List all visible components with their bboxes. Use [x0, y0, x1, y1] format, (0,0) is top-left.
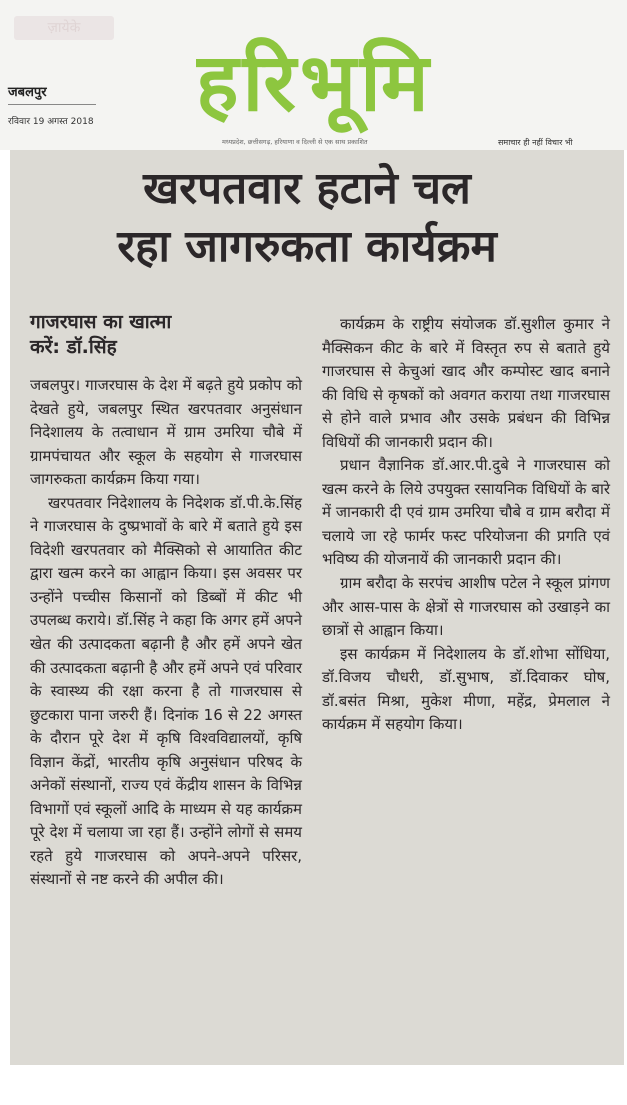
masthead-tagline: समाचार ही नहीं विचार भी	[498, 138, 573, 147]
article-paragraph: जबलपुर। गाजरघास के देश में बढ़ते हुये प्रकोप को देखते हुये, जबलपुर स्थित खरपतवार अनुसंधान निदेशालय के तत्वाधान में ग्राम उमरिया चौबे में ग्रामपंचायत और स्कूल के सहयोग से गाजरघास जागरुकता कार्यक्रम किया गया।	[30, 376, 302, 489]
article-subheading	[30, 310, 300, 360]
masthead-subtitle: मध्यप्रदेश, छत्तीसगढ़, हरियाणा व दिल्ली से एक साथ प्रकाशित	[222, 138, 368, 146]
article-paragraph: खरपतवार निदेशालय के निदेशक डॉ.पी.के.सिंह ने गाजरघास के दुष्प्रभावों के बारे में बताते हुये इस विदेशी खरपतवार को मैक्सिको से आयातित कीट द्वारा खत्म करने का आह्वान किया। इस अवसर पर उन्होंने पच्चीस किसानों को डिब्बों में कीट भी उपलब्ध कराये। डॉ.सिंह ने कहा कि अगर हमें अपने खेत की उत्पादकता बढ़ानी है और हमें अपने खेत की उत्पादकता बढ़ानी है और हमें अपने एवं परिवार के स्वास्थ्य की रक्षा करना है तो गाजरघास से छुटकारा पाना जरुरी हैं। दिनांक 16 से 22 अगस्त के दौरान पूरे देश में कृषि विश्वविद्यालयों, कृषि विज्ञान केंद्रों, भारतीय कृषि अनुसंधान परिषद के अनेकों संस्थानों, राज्य एवं केंद्रीय शासन के विभिन्न विभागों एवं स्कूलों आदि के माध्यम से यह कार्यक्रम पूरे देश में चलाया जा रहा हैं। उन्होंने लोगों से समय रहते हुये गाजरघास को अपने-अपने परिसर, संस्थानों से नष्ट करने की अपील की।	[30, 493, 302, 889]
divider	[8, 104, 96, 105]
edition-city: जबलपुर	[8, 85, 47, 100]
headline-line-1: खरपतवार हटाने चल	[143, 163, 471, 214]
newspaper-logo: हरिभूमि	[196, 36, 433, 129]
article-paragraph: प्रधान वैज्ञानिक डॉ.आर.पी.दुबे ने गाजरघास को खत्म करने के लिये उपयुक्त रसायनिक विधियों के बारे में जानकारी दी एवं ग्राम उमरिया चौबे व ग्राम बरौदा में चलाये जा रहे फार्मर फस्ट परियोजना की प्रगति एवं भविष्य की योजनायें की जानकारी प्रदान की।	[322, 456, 610, 569]
faded-tag: ज़ायेके	[14, 16, 114, 40]
edition-date: रविवार 19 अगस्त 2018	[8, 117, 94, 127]
article-paragraph: ग्राम बरौदा के सरपंच आशीष पटेल ने स्कूल प्रांगण और आस-पास के क्षेत्रों से गाजरघास को उखाड़ने का छात्रों से आह्वान किया।	[322, 574, 610, 640]
article-column-left	[30, 374, 302, 892]
article-column-right	[322, 313, 610, 737]
headline-line-2: रहा जागरुकता कार्यक्रम	[117, 221, 497, 272]
article-paragraph: इस कार्यक्रम में निदेशालय के डॉ.शोभा सोंधिया, डॉ.विजय चौधरी, डॉ.सुभाष, डॉ.दिवाकर घोष, डॉ.बसंत मिश्रा, मुकेश मीणा, महेंद्र, प्रेमलाल ने कार्यक्रम में सहयोग किया।	[322, 644, 610, 734]
masthead	[0, 0, 627, 150]
subheading-line-1: गाजरघास का खात्मा	[30, 311, 172, 333]
article-headline	[10, 160, 604, 276]
article-paragraph: कार्यक्रम के राष्ट्रीय संयोजक डॉ.सुशील कुमार ने मैक्सिकन कीट के बारे में विस्तृत रुप से बताते हुये गाजरघास से केचुआं खाद और कम्पोस्ट खाद बनाने की विधि से कृषकों को अवगत कराया तथा गाजरघास से होने वाले प्रभाव और उसके प्रबंधन की विभिन्न विधियों की जानकारी प्रदान की।	[322, 315, 610, 451]
subheading-line-2: करें: डॉ.सिंह	[30, 336, 117, 358]
